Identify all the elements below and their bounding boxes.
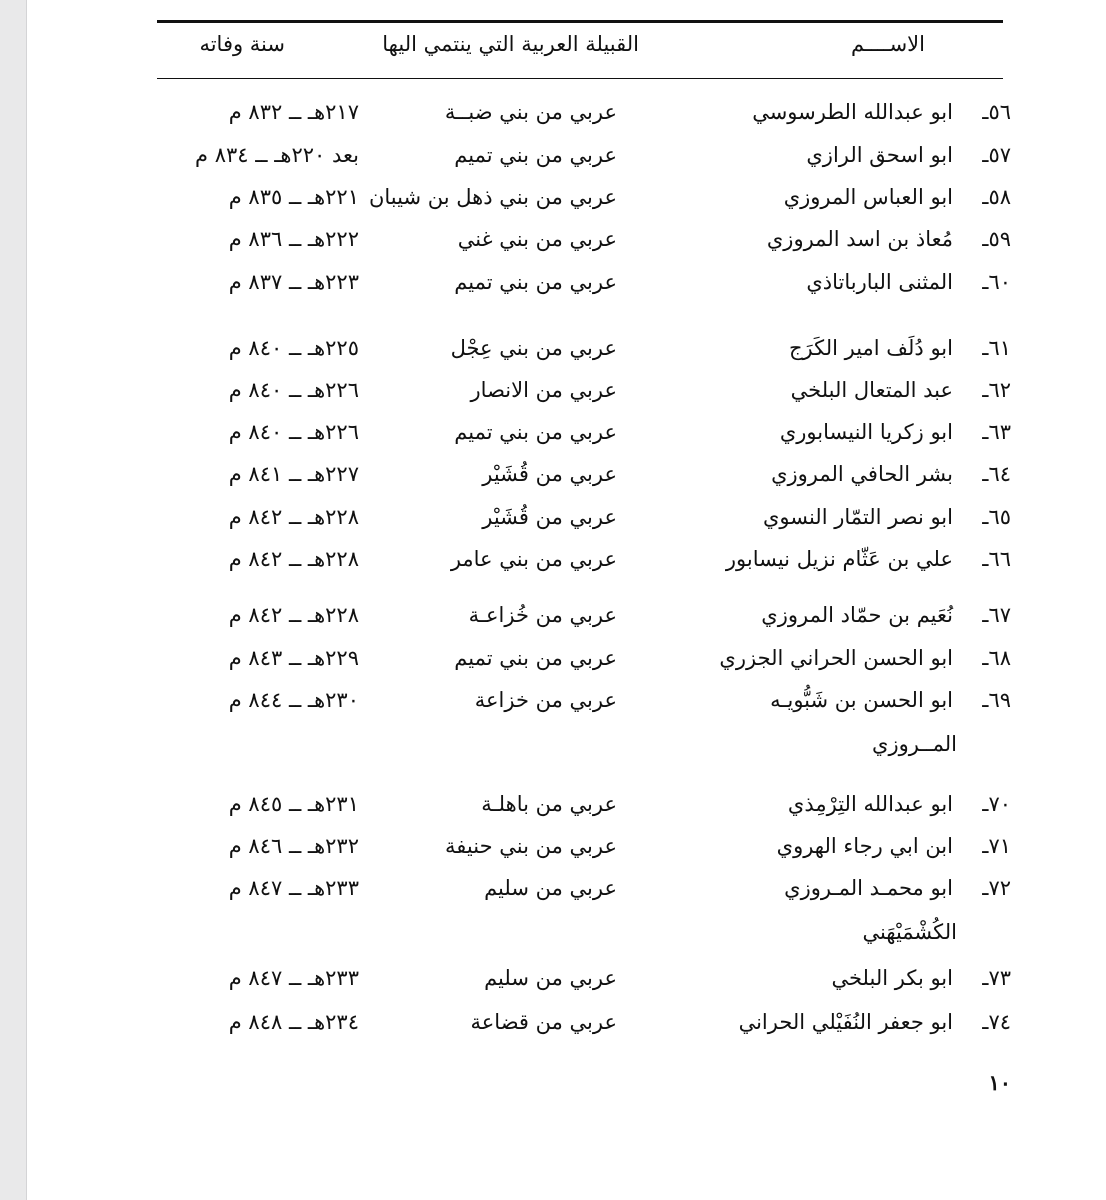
person-name: ابو بكر البلخي <box>831 966 953 990</box>
entry-number: ٦٥ـ <box>982 505 1011 529</box>
entry-number: ٦٦ـ <box>982 547 1011 571</box>
entry-number: ٧٤ـ <box>982 1010 1011 1034</box>
entry-number: ٥٧ـ <box>982 143 1011 167</box>
entry-number: ٧١ـ <box>982 834 1011 858</box>
person-name: ابو الحسن الحراني الجزري <box>719 646 953 670</box>
tribe: عربي من باهلـة <box>481 792 617 816</box>
tribe: عربي من بني غني <box>457 227 617 251</box>
death-year: بعد ٢٢٠هـ ــ ٨٣٤ م <box>195 143 359 167</box>
death-year: ٢٣٣هـ ــ ٨٤٧ م <box>228 966 359 990</box>
tribe: عربي من سليم <box>484 876 617 900</box>
tribe: عربي من بني عِجْل <box>450 336 617 360</box>
death-year: ٢٣٠هـ ــ ٨٤٤ م <box>228 688 359 712</box>
tribe: عربي من سليم <box>484 966 617 990</box>
entry-number: ٥٩ـ <box>982 227 1011 251</box>
entry-number: ٧٢ـ <box>982 876 1011 900</box>
death-year: ٢٣١هـ ــ ٨٤٥ م <box>228 792 359 816</box>
death-year: ٢٣٣هـ ــ ٨٤٧ م <box>228 876 359 900</box>
death-year: ٢٣٤هـ ــ ٨٤٨ م <box>228 1010 359 1034</box>
person-name: عبد المتعال البلخي <box>790 378 953 402</box>
death-year: ٢٢٦هـ ــ ٨٤٠ م <box>228 378 359 402</box>
person-name: ابو عبدالله الطرسوسي <box>752 100 953 124</box>
death-year: ٢٢٨هـ ــ ٨٤٢ م <box>228 547 359 571</box>
person-name: ابو الحسن بن شَبُّويـه <box>770 688 953 712</box>
death-year: ٢١٧هـ ــ ٨٣٢ م <box>228 100 359 124</box>
person-name: ابو اسحق الرازي <box>806 143 953 167</box>
death-year: ٢٢١هـ ــ ٨٣٥ م <box>228 185 359 209</box>
tribe: عربي من بني تميم <box>454 420 617 444</box>
death-year: ٢٢٧هـ ــ ٨٤١ م <box>228 462 359 486</box>
header-death-year: سنة وفاته <box>199 32 285 56</box>
entry-number: ٦٧ـ <box>982 603 1011 627</box>
person-name: ابو جعفر النُفَيْلي الحراني <box>738 1010 953 1034</box>
entry-number: ٥٦ـ <box>982 100 1011 124</box>
entry-number: ٦٨ـ <box>982 646 1011 670</box>
person-name-continued: الكُشْمَيْهَني <box>862 920 957 944</box>
person-name: بشر الحافي المروزي <box>771 462 953 486</box>
entry-number: ٦١ـ <box>982 336 1011 360</box>
death-year: ٢٣٢هـ ــ ٨٤٦ م <box>228 834 359 858</box>
death-year: ٢٢٢هـ ــ ٨٣٦ م <box>228 227 359 251</box>
person-name: نُعَيم بن حمّاد المروزي <box>761 603 953 627</box>
person-name: المثنى البارباتاذي <box>806 270 953 294</box>
entry-number: ٧٠ـ <box>982 792 1011 816</box>
person-name: ابو محمـد المـروزي <box>784 876 953 900</box>
tribe: عربي من بني ضبــة <box>444 100 617 124</box>
tribe: عربي من الانصار <box>470 378 617 402</box>
person-name: ابو زكريا النيسابوري <box>779 420 953 444</box>
person-name: ابو العباس المروزي <box>783 185 953 209</box>
person-name: ابو دُلَف امير الكَرَج <box>788 336 953 360</box>
table-body <box>27 0 1106 1200</box>
tribe: عربي من خُزاعـة <box>468 603 617 627</box>
person-name: ابو نصر التمّار النسوي <box>762 505 953 529</box>
tribe: عربي من بني عامر <box>450 547 617 571</box>
tribe: عربي من بني حنيفة <box>445 834 617 858</box>
entry-number: ٦٣ـ <box>982 420 1011 444</box>
person-name-continued: المــروزي <box>872 732 957 756</box>
tribe: عربي من بني تميم <box>454 646 617 670</box>
death-year: ٢٢٩هـ ــ ٨٤٣ م <box>228 646 359 670</box>
entry-number: ٧٣ـ <box>982 966 1011 990</box>
header-name: الاســــم <box>851 32 925 56</box>
death-year: ٢٢٨هـ ــ ٨٤٢ م <box>228 505 359 529</box>
page-number: ١٠ <box>988 1070 1011 1095</box>
page-sheet <box>26 0 1106 1200</box>
tribe: عربي من بني ذهل بن شيبان <box>368 185 617 209</box>
header-tribe: القبيلة العربية التي ينتمي اليها <box>382 32 639 56</box>
tribe: عربي من قُشَيْر <box>482 505 617 529</box>
tribe: عربي من بني تميم <box>454 270 617 294</box>
tribe: عربي من خزاعة <box>474 688 617 712</box>
person-name: علي بن عَثّام نزيل نيسابور <box>725 547 953 571</box>
person-name: مُعاذ بن اسد المروزي <box>766 227 953 251</box>
entry-number: ٥٨ـ <box>982 185 1011 209</box>
tribe: عربي من بني تميم <box>454 143 617 167</box>
person-name: ابن ابي رجاء الهروي <box>776 834 953 858</box>
entry-number: ٦٢ـ <box>982 378 1011 402</box>
entry-number: ٦٩ـ <box>982 688 1011 712</box>
person-name: ابو عبدالله التِرْمِذي <box>787 792 953 816</box>
entry-number: ٦٤ـ <box>982 462 1011 486</box>
death-year: ٢٢٦هـ ــ ٨٤٠ م <box>228 420 359 444</box>
death-year: ٢٢٥هـ ــ ٨٤٠ م <box>228 336 359 360</box>
entry-number: ٦٠ـ <box>982 270 1011 294</box>
tribe: عربي من قُشَيْر <box>482 462 617 486</box>
tribe: عربي من قضاعة <box>470 1010 617 1034</box>
death-year: ٢٢٣هـ ــ ٨٣٧ م <box>228 270 359 294</box>
death-year: ٢٢٨هـ ــ ٨٤٢ م <box>228 603 359 627</box>
